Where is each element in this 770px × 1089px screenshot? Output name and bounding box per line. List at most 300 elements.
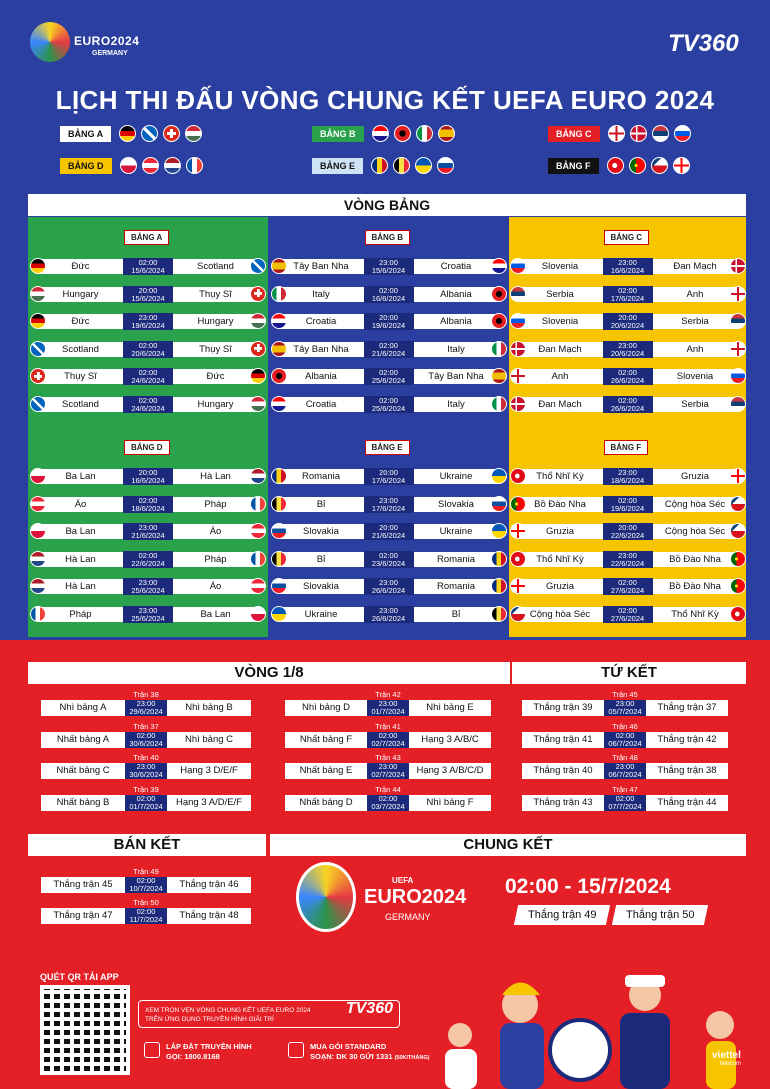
- tv360-logo: TV360: [668, 30, 739, 57]
- knockout-time: Trận 37 02:00 30/6/2024: [125, 732, 167, 748]
- knockout-time: Trận 49 02:00 10/7/2024: [125, 877, 167, 893]
- match-row: [518, 341, 738, 358]
- group-column: [268, 217, 509, 637]
- knockout-away: Thắng trận 46: [167, 877, 251, 893]
- portugal-flag-icon: [510, 496, 526, 512]
- home-team: Gruzia: [518, 579, 603, 594]
- match-row: [518, 396, 738, 413]
- legend-group-label: BẢNG B: [312, 126, 364, 142]
- match-time: 20:00 16/6/2024: [123, 468, 173, 485]
- match-time: 23:00 20/6/2024: [603, 341, 653, 358]
- scotland-flag-icon: [30, 341, 46, 357]
- page-title: LỊCH THI ĐẤU VÒNG CHUNG KẾT UEFA EURO 2024: [55, 85, 715, 115]
- match-time: 20:00 22/6/2024: [603, 523, 653, 540]
- match-row: [518, 286, 738, 303]
- match-row: [518, 606, 738, 623]
- match-number: Trận 39: [133, 784, 159, 794]
- germany-flag-icon: [30, 313, 46, 329]
- slovakia-flag-icon: [271, 578, 287, 594]
- spain-flag-icon: [438, 125, 455, 142]
- home-team: Thổ Nhĩ Kỳ: [518, 552, 603, 567]
- away-team: Romania: [414, 579, 499, 594]
- match-time: 02:00 15/6/2024: [123, 258, 173, 275]
- home-team: Romania: [279, 469, 364, 484]
- slovenia-flag-icon: [510, 313, 526, 329]
- away-team: Slovakia: [414, 497, 499, 512]
- trophy-icon: [30, 22, 70, 62]
- italy-flag-icon: [491, 341, 507, 357]
- knockout-time: Trận 46 02:00 06/7/2024: [604, 732, 646, 748]
- final-logo-uefa: UEFA: [392, 876, 414, 885]
- match-time: 23:00 22/6/2024: [603, 551, 653, 568]
- match-row: [279, 606, 499, 623]
- match-row: [38, 341, 258, 358]
- switzerland-flag-icon: [30, 368, 46, 384]
- albania-flag-icon: [271, 368, 287, 384]
- away-team: Áo: [173, 524, 258, 539]
- match-time: 20:00 17/6/2024: [364, 468, 414, 485]
- final-logo-sub: GERMANY: [385, 912, 431, 922]
- away-team: Anh: [653, 342, 738, 357]
- legend-group-label: BẢNG C: [548, 126, 600, 142]
- match-row: [279, 496, 499, 513]
- albania-flag-icon: [394, 125, 411, 142]
- knockout-match: [41, 867, 251, 893]
- knockout-match: [285, 784, 491, 811]
- match-number: Trận 40: [133, 753, 159, 762]
- turkey-flag-icon: [510, 551, 526, 567]
- match-row: [279, 286, 499, 303]
- knockout-home: Nhất bảng A: [41, 732, 125, 748]
- spain-flag-icon: [271, 258, 287, 274]
- france-flag-icon: [186, 157, 203, 174]
- knockout-home: Nhất bảng D: [285, 795, 367, 811]
- home-team: Albania: [279, 369, 364, 384]
- match-row: [518, 468, 738, 485]
- match-time: 02:00 26/6/2024: [603, 396, 653, 413]
- match-number: Trận 46: [612, 721, 638, 731]
- knockout-home: Thắng trận 43: [522, 795, 604, 811]
- home-team: Italy: [279, 287, 364, 302]
- match-row: [38, 468, 258, 485]
- match-time: 02:00 23/6/2024: [364, 551, 414, 568]
- georgia-flag-icon: [730, 468, 746, 484]
- knockout-time: Trận 47 02:00 07/7/2024: [604, 795, 646, 811]
- romania-flag-icon: [271, 468, 287, 484]
- away-team: Italy: [414, 342, 499, 357]
- france-flag-icon: [250, 496, 266, 512]
- turkey-flag-icon: [730, 606, 746, 622]
- match-row: [38, 578, 258, 595]
- away-team: Bồ Đào Nha: [653, 552, 738, 567]
- knockout-time: Trận 44 02:00 03/7/2024: [367, 795, 409, 811]
- match-time: 02:00 27/6/2024: [603, 606, 653, 623]
- knockout-away: Hạng 3 A/B/C/D: [409, 763, 491, 779]
- slovakia-flag-icon: [271, 523, 287, 539]
- france-flag-icon: [250, 551, 266, 567]
- home-team: Đan Mạch: [518, 397, 603, 412]
- legend-group: [548, 125, 691, 142]
- match-number: Trận 48: [612, 753, 638, 762]
- match-row: [279, 258, 499, 275]
- denmark-flag-icon: [730, 258, 746, 274]
- home-team: Bồ Đào Nha: [518, 497, 603, 512]
- turkey-flag-icon: [510, 468, 526, 484]
- romania-flag-icon: [491, 551, 507, 567]
- away-team: Ukraine: [414, 469, 499, 484]
- away-team: Cộng hòa Séc: [653, 497, 738, 512]
- scotland-flag-icon: [30, 396, 46, 412]
- match-row: [38, 496, 258, 513]
- r16-title: VÒNG 1/8: [28, 662, 510, 684]
- home-team: Thổ Nhĩ Kỳ: [518, 469, 603, 484]
- turkey-flag-icon: [607, 157, 624, 174]
- poland-flag-icon: [30, 523, 46, 539]
- home-team: Slovenia: [518, 259, 603, 274]
- czech-flag-icon: [651, 157, 668, 174]
- away-team: Slovenia: [653, 369, 738, 384]
- package-info: [310, 1042, 429, 1063]
- knockout-match: [522, 753, 728, 779]
- match-time: 02:00 27/6/2024: [603, 578, 653, 595]
- home-team: Tây Ban Nha: [279, 342, 364, 357]
- denmark-flag-icon: [510, 341, 526, 357]
- romania-flag-icon: [371, 157, 388, 174]
- home-team: Bỉ: [279, 497, 364, 512]
- away-team: Áo: [173, 579, 258, 594]
- austria-flag-icon: [142, 157, 159, 174]
- germany-flag-icon: [119, 125, 136, 142]
- knockout-away: Nhì bảng F: [409, 795, 491, 811]
- georgia-flag-icon: [510, 523, 526, 539]
- match-time: 23:00 21/6/2024: [123, 523, 173, 540]
- match-time: 23:00 26/6/2024: [364, 578, 414, 595]
- home-team: Slovakia: [279, 579, 364, 594]
- match-time: 02:00 18/6/2024: [123, 496, 173, 513]
- away-team: Anh: [653, 287, 738, 302]
- away-team: Ba Lan: [173, 607, 258, 622]
- euro-logo: [30, 22, 150, 66]
- ukraine-flag-icon: [491, 523, 507, 539]
- scotland-flag-icon: [250, 258, 266, 274]
- hungary-flag-icon: [30, 286, 46, 302]
- switzerland-flag-icon: [163, 125, 180, 142]
- home-team: Hà Lan: [38, 552, 123, 567]
- match-row: [518, 578, 738, 595]
- scotland-flag-icon: [141, 125, 158, 142]
- install-title: LẮP ĐẶT TRUYỀN HÌNH: [166, 1042, 252, 1051]
- denmark-flag-icon: [630, 125, 647, 142]
- match-number: Trận 41: [375, 721, 401, 731]
- phone-icon: [288, 1042, 304, 1058]
- knockout-away: Thắng trận 42: [646, 732, 728, 748]
- croatia-flag-icon: [271, 313, 287, 329]
- group-column: [28, 217, 268, 637]
- match-number: Trận 44: [375, 784, 401, 794]
- match-row: [518, 313, 738, 330]
- away-team: Đức: [173, 369, 258, 384]
- legend-group: [312, 125, 455, 142]
- group-stage-title: VÒNG BẢNG: [28, 194, 746, 216]
- away-team: Serbia: [653, 397, 738, 412]
- knockout-home: Nhì bảng A: [41, 700, 125, 716]
- serbia-flag-icon: [652, 125, 669, 142]
- knockout-time: Trận 50 02:00 11/7/2024: [125, 908, 167, 924]
- match-row: [279, 578, 499, 595]
- spain-flag-icon: [271, 341, 287, 357]
- albania-flag-icon: [491, 286, 507, 302]
- knockout-match: [522, 721, 728, 748]
- knockout-match: [285, 753, 491, 779]
- group-column: [509, 217, 746, 637]
- knockout-away: Nhì bảng E: [409, 700, 491, 716]
- croatia-flag-icon: [491, 258, 507, 274]
- hungary-flag-icon: [250, 396, 266, 412]
- match-time: 23:00 16/6/2024: [603, 258, 653, 275]
- knockout-home: Nhì bảng D: [285, 700, 367, 716]
- czech-flag-icon: [730, 496, 746, 512]
- match-time: 02:00 25/6/2024: [364, 396, 414, 413]
- home-team: Slovakia: [279, 524, 364, 539]
- serbia-flag-icon: [730, 396, 746, 412]
- group-label: BẢNG E: [365, 440, 410, 455]
- england-flag-icon: [730, 341, 746, 357]
- home-team: Ba Lan: [38, 469, 123, 484]
- poland-flag-icon: [30, 468, 46, 484]
- away-team: Thụy Sĩ: [173, 287, 258, 302]
- home-team: Croatia: [279, 397, 364, 412]
- match-row: [518, 368, 738, 385]
- match-time: 02:00 25/6/2024: [364, 368, 414, 385]
- match-number: Trận 47: [612, 784, 638, 794]
- home-team: Ba Lan: [38, 524, 123, 539]
- croatia-flag-icon: [372, 125, 389, 142]
- hungary-flag-icon: [250, 313, 266, 329]
- promo-box: [138, 1000, 400, 1028]
- final-title: CHUNG KẾT: [270, 834, 746, 856]
- away-team: Romania: [414, 552, 499, 567]
- austria-flag-icon: [250, 523, 266, 539]
- knockout-home: Nhất bảng C: [41, 763, 125, 779]
- final-trophy-icon: [296, 862, 356, 932]
- match-row: [38, 313, 258, 330]
- match-row: [279, 551, 499, 568]
- package-price: (50K/THÁNG): [394, 1055, 430, 1061]
- install-phone: GỌI: 1800.8168: [166, 1052, 220, 1061]
- knockout-match: [285, 721, 491, 748]
- czech-flag-icon: [510, 606, 526, 622]
- knockout-time: Trận 40 23:00 30/6/2024: [125, 763, 167, 779]
- knockout-home: Nhất bảng B: [41, 795, 125, 811]
- georgia-flag-icon: [510, 578, 526, 594]
- home-team: Bỉ: [279, 552, 364, 567]
- knockout-match: [41, 898, 251, 924]
- legend-group: [60, 157, 203, 174]
- knockout-home: Thắng trận 47: [41, 908, 125, 924]
- knockout-time: Trận 41 02:00 02/7/2024: [367, 732, 409, 748]
- match-number: Trận 42: [375, 690, 401, 699]
- away-team: Croatia: [414, 259, 499, 274]
- install-info: [166, 1042, 252, 1062]
- match-time: 02:00 26/6/2024: [603, 368, 653, 385]
- knockout-away: Hạng 3 A/D/E/F: [167, 795, 251, 811]
- match-row: [38, 368, 258, 385]
- knockout-match: [285, 690, 491, 716]
- legend-group-label: BẢNG F: [548, 158, 599, 174]
- croatia-flag-icon: [271, 396, 287, 412]
- match-row: [38, 286, 258, 303]
- match-time: 23:00 19/6/2024: [123, 313, 173, 330]
- knockout-match: [522, 784, 728, 811]
- match-time: 23:00 25/6/2024: [123, 606, 173, 623]
- match-time: 23:00 17/6/2024: [364, 496, 414, 513]
- match-time: 02:00 22/6/2024: [123, 551, 173, 568]
- knockout-home: Thắng trận 41: [522, 732, 604, 748]
- away-team: Scotland: [173, 259, 258, 274]
- home-team: Pháp: [38, 607, 123, 622]
- knockout-match: [41, 690, 251, 716]
- match-row: [38, 523, 258, 540]
- legend-group: [312, 157, 454, 174]
- match-row: [279, 396, 499, 413]
- match-time: 02:00 19/6/2024: [603, 496, 653, 513]
- knockout-time: Trận 43 23:00 02/7/2024: [367, 763, 409, 779]
- away-team: Serbia: [653, 314, 738, 329]
- match-time: 02:00 20/6/2024: [123, 341, 173, 358]
- romania-flag-icon: [491, 578, 507, 594]
- match-row: [279, 368, 499, 385]
- group-label: BẢNG B: [365, 230, 411, 245]
- match-row: [38, 396, 258, 413]
- germany-flag-icon: [250, 368, 266, 384]
- group-label: BẢNG A: [124, 230, 169, 245]
- legend-group-label: BẢNG A: [60, 126, 111, 142]
- away-team: Đan Mạch: [653, 259, 738, 274]
- match-number: Trận 37: [133, 721, 159, 731]
- match-row: [518, 523, 738, 540]
- ukraine-flag-icon: [415, 157, 432, 174]
- serbia-flag-icon: [510, 286, 526, 302]
- match-row: [38, 606, 258, 623]
- match-time: 20:00 19/6/2024: [364, 313, 414, 330]
- sf-title: BÁN KẾT: [28, 834, 266, 856]
- home-team: Thụy Sĩ: [38, 369, 123, 384]
- match-number: Trận 38: [133, 690, 159, 699]
- legend-group-label: BẢNG D: [60, 158, 112, 174]
- match-row: [518, 496, 738, 513]
- belgium-flag-icon: [491, 606, 507, 622]
- legend-group-label: BẢNG E: [312, 158, 363, 174]
- group-label: BẢNG F: [604, 440, 649, 455]
- knockout-match: [41, 753, 251, 779]
- group-label: BẢNG D: [124, 440, 170, 455]
- match-time: 23:00 15/6/2024: [364, 258, 414, 275]
- match-time: 23:00 26/6/2024: [364, 606, 414, 623]
- away-team: Albania: [414, 314, 499, 329]
- home-team: Đức: [38, 259, 123, 274]
- knockout-time: Trận 48 23:00 06/7/2024: [604, 763, 646, 779]
- knockout-match: [41, 784, 251, 811]
- qr-code-icon[interactable]: [40, 985, 130, 1075]
- match-time: 02:00 17/6/2024: [603, 286, 653, 303]
- portugal-flag-icon: [730, 551, 746, 567]
- away-team: Gruzia: [653, 469, 738, 484]
- final-logo-text: EURO2024: [364, 886, 467, 908]
- slovenia-flag-icon: [730, 368, 746, 384]
- away-team: Albania: [414, 287, 499, 302]
- final-time: 02:00 - 15/7/2024: [505, 875, 671, 898]
- legend-group: [60, 125, 202, 142]
- knockout-away: Thắng trận 44: [646, 795, 728, 811]
- match-time: 23:00 25/6/2024: [123, 578, 173, 595]
- package-sms: SOẠN: DK 30 GỬI 1331: [310, 1052, 393, 1061]
- switzerland-flag-icon: [250, 341, 266, 357]
- home-team: Hà Lan: [38, 579, 123, 594]
- fans-illustration: [420, 965, 750, 1089]
- italy-flag-icon: [271, 286, 287, 302]
- away-team: Hungary: [173, 397, 258, 412]
- home-team: Đức: [38, 314, 123, 329]
- match-row: [518, 551, 738, 568]
- knockout-away: Thắng trận 48: [167, 908, 251, 924]
- home-team: Croatia: [279, 314, 364, 329]
- ukraine-flag-icon: [271, 606, 287, 622]
- home-team: Ukraine: [279, 607, 364, 622]
- belgium-flag-icon: [393, 157, 410, 174]
- ukraine-flag-icon: [491, 468, 507, 484]
- home-team: Đan Mạch: [518, 342, 603, 357]
- home-team: Gruzia: [518, 524, 603, 539]
- match-time: 02:00 24/6/2024: [123, 368, 173, 385]
- austria-flag-icon: [250, 578, 266, 594]
- knockout-time: Trận 45 23:00 05/7/2024: [604, 700, 646, 716]
- away-team: Hungary: [173, 314, 258, 329]
- knockout-time: Trận 38 23:00 29/6/2024: [125, 700, 167, 716]
- match-time: 20:00 21/6/2024: [364, 523, 414, 540]
- knockout-home: Thắng trận 40: [522, 763, 604, 779]
- england-flag-icon: [730, 286, 746, 302]
- austria-flag-icon: [30, 496, 46, 512]
- match-number: Trận 45: [612, 690, 638, 699]
- knockout-home: Thắng trận 45: [41, 877, 125, 893]
- match-time: 23:00 18/6/2024: [603, 468, 653, 485]
- albania-flag-icon: [491, 313, 507, 329]
- belgium-flag-icon: [271, 496, 287, 512]
- knockout-away: Thắng trận 37: [646, 700, 728, 716]
- away-team: Pháp: [173, 497, 258, 512]
- match-row: [518, 258, 738, 275]
- knockout-home: Thắng trận 39: [522, 700, 604, 716]
- netherlands-flag-icon: [250, 468, 266, 484]
- logo-sub: GERMANY: [92, 50, 128, 57]
- away-team: Thổ Nhĩ Kỳ: [653, 607, 738, 622]
- slovenia-flag-icon: [510, 258, 526, 274]
- away-team: Pháp: [173, 552, 258, 567]
- belgium-flag-icon: [271, 551, 287, 567]
- match-row: [38, 551, 258, 568]
- netherlands-flag-icon: [164, 157, 181, 174]
- match-number: Trận 49: [133, 867, 159, 876]
- italy-flag-icon: [491, 396, 507, 412]
- match-row: [38, 258, 258, 275]
- away-team: Bỉ: [414, 607, 499, 622]
- england-flag-icon: [510, 368, 526, 384]
- group-label: BẢNG C: [604, 230, 650, 245]
- poland-flag-icon: [250, 606, 266, 622]
- match-row: [279, 313, 499, 330]
- logo-text: EURO2024: [74, 34, 140, 48]
- netherlands-flag-icon: [30, 578, 46, 594]
